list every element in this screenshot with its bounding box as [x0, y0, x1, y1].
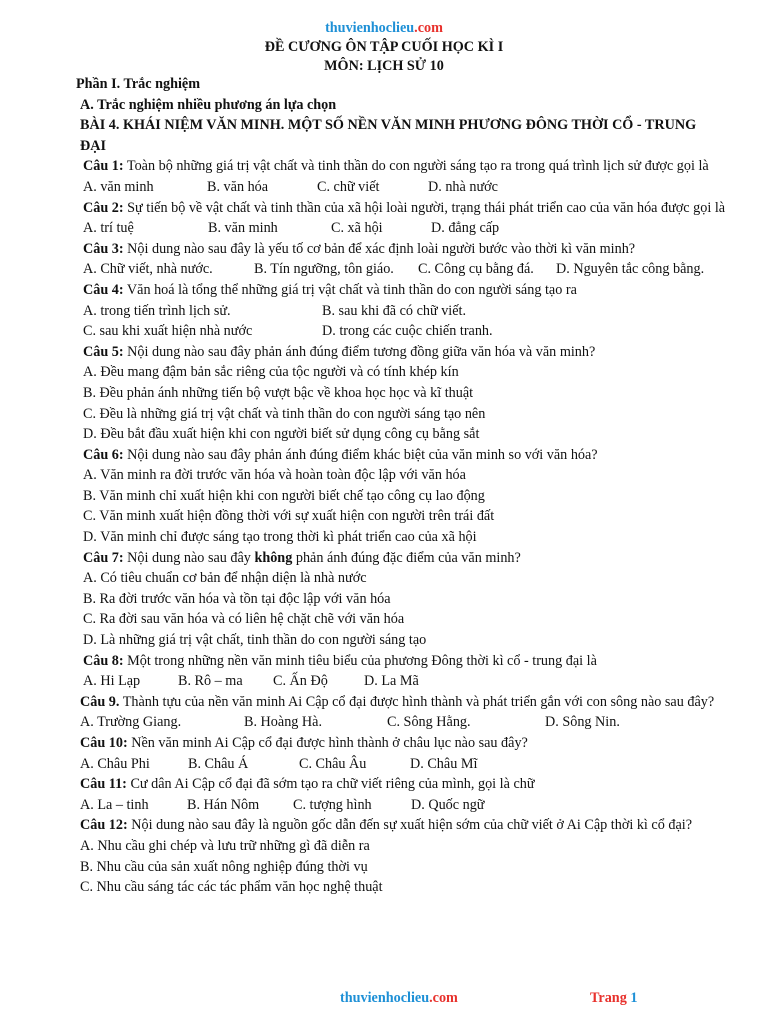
option-b: B. Hoàng Hà. [244, 714, 323, 731]
page-indicator [590, 988, 637, 1009]
option-d: D. Văn minh chỉ được sáng tạo trong thời kì phát triển cao của xã hội [83, 529, 477, 546]
question-5 [76, 342, 736, 363]
option-b: B. Hán Nôm [187, 796, 260, 813]
option-c: C. sau khi xuất hiện nhà nước [83, 323, 253, 340]
option-c: C. Đều là những giá trị vật chất và tinh thần do con người sáng tạo nên [83, 405, 486, 422]
page-label: Trang [590, 990, 631, 1006]
brand-domain: .com [414, 20, 443, 36]
options-q2 [76, 218, 736, 239]
option-a: A. Có tiêu chuẩn cơ bản để nhận diện là nhà nước [83, 570, 367, 587]
question-10 [76, 733, 736, 754]
option-d: D. Nguyên tắc công bằng. [556, 261, 705, 278]
question-emphasis: không [254, 549, 293, 566]
option-c: C. Nhu cầu sáng tác các tác phẩm văn học nghệ thuật [80, 879, 383, 896]
question-label: Câu 11: [80, 776, 127, 793]
footer-brand [340, 988, 458, 1009]
option-c: C. Sông Hằng. [387, 714, 471, 731]
document-title: ĐỀ CƯƠNG ÔN TẬP CUỐI HỌC KÌ I [264, 39, 504, 55]
question-text: Sự tiến bộ về vật chất và tinh thần của xã hội loài người, trạng thái phát triển cao của văn hóa được gọi là [123, 199, 726, 216]
option-b: B. Nhu cầu của sản xuất nông nghiệp đúng thời vụ [80, 858, 368, 875]
options-q9 [76, 712, 736, 733]
question-text: Nội dung nào sau đây là yếu tố cơ bản để xác định loài người bước vào thời kì văn minh? [123, 240, 636, 257]
question-text: Toàn bộ những giá trị vật chất và tinh thần do con người sáng tạo ra trong quá trình lịch sử được gọi là [123, 158, 709, 175]
option-b: B. Văn minh chỉ xuất hiện khi con người biết chế tạo công cụ lao động [83, 487, 485, 504]
options-q10 [76, 754, 736, 775]
question-label: Câu 3: [83, 240, 124, 257]
question-label: Câu 8: [83, 652, 124, 669]
options-q3 [76, 259, 736, 280]
option-a: A. Đều mang đậm bản sắc riêng của tộc người và có tính khép kín [83, 364, 459, 381]
option-b: B. Châu Á [188, 755, 249, 772]
option-d: D. Quốc ngữ [411, 796, 485, 813]
option-b: B. Tín ngưỡng, tôn giáo. [254, 261, 394, 278]
question-6 [76, 445, 736, 466]
content-body [76, 74, 736, 898]
options-q8 [76, 671, 736, 692]
question-label: Câu 7: [83, 549, 124, 566]
question-9 [76, 692, 736, 713]
question-label: Câu 9. [80, 693, 120, 710]
question-8 [76, 651, 736, 672]
option-a: A. trong tiến trình lịch sử. [83, 302, 231, 319]
option-c: C. tượng hình [293, 796, 372, 813]
option-b: B. văn minh [208, 220, 278, 237]
question-text: Nền văn minh Ai Cập cổ đại được hình thành ở châu lục nào sau đây? [127, 735, 528, 751]
option-a: A. trí tuệ [83, 220, 134, 237]
option-a: A. văn minh [83, 178, 154, 195]
option-a: A. Châu Phi [80, 755, 150, 772]
option-b: B. Đều phản ánh những tiến bộ vượt bậc về khoa học học và kĩ thuật [83, 384, 474, 401]
question-12 [76, 815, 710, 836]
subject-title: MÔN: LỊCH SỬ 10 [324, 58, 444, 74]
brand-name: thuvienhoclieu [325, 20, 415, 36]
page-number: 1 [630, 990, 638, 1006]
question-2 [76, 198, 736, 219]
option-d: D. nhà nước [428, 178, 498, 195]
option-c: C. Châu Âu [299, 755, 367, 772]
option-c: C. Công cụ bằng đá. [418, 261, 534, 278]
question-label: Câu 5: [83, 343, 124, 360]
question-text: Nội dung nào sau đây [123, 549, 255, 566]
option-b: B. văn hóa [207, 178, 269, 195]
lesson-heading: BÀI 4. KHÁI NIỆM VĂN MINH. MỘT SỐ NỀN VĂN MINH PHƯƠNG ĐÔNG THỜI CỔ - TRUNG ĐẠI [80, 117, 697, 154]
option-d: D. trong các cuộc chiến tranh. [322, 323, 493, 340]
question-label: Câu 1: [83, 158, 124, 175]
question-text: Nội dung nào sau đây là nguồn gốc dẫn đến sự xuất hiện sớm của chữ viết ở Ai Cập thời kì cổ đại? [127, 817, 692, 834]
question-label: Câu 12: [80, 817, 128, 834]
option-b: B. Rô – ma [178, 673, 243, 690]
option-b: B. Ra đời trước văn hóa và tồn tại độc lập với văn hóa [83, 590, 391, 607]
option-a: A. Chữ viết, nhà nước. [83, 261, 213, 278]
question-3 [76, 239, 736, 260]
question-11 [76, 774, 736, 795]
option-a: A. Hi Lạp [83, 673, 141, 690]
question-text: Văn hoá là tổng thể những giá trị vật chất và tinh thần do con người sáng tạo ra [123, 281, 577, 298]
question-1 [76, 156, 736, 177]
footer-brand-name: thuvienhoclieu [340, 990, 430, 1006]
options-q4-row2 [76, 321, 736, 342]
question-text: Một trong những nền văn minh tiêu biểu của phương Đông thời kì cổ - trung đại là [123, 652, 597, 669]
question-7 [76, 548, 736, 569]
option-a: A. Nhu cầu ghi chép và lưu trữ những gì đã diễn ra [80, 837, 370, 854]
question-text: Cư dân Ai Cập cổ đại đã sớm tạo ra chữ viết riêng của mình, gọi là chữ [126, 776, 535, 793]
option-d: D. đẳng cấp [431, 220, 500, 237]
question-4 [76, 280, 736, 301]
question-label: Câu 2: [83, 199, 124, 216]
option-d: D. Sông Nin. [545, 714, 620, 731]
option-d: D. Đều bắt đầu xuất hiện khi con người biết sử dụng công cụ bằng sắt [83, 426, 480, 443]
question-label: Câu 10: [80, 735, 128, 751]
part-heading: Phần I. Trắc nghiệm [76, 76, 201, 92]
question-text: Thành tựu của nền văn minh Ai Cập cổ đại được hình thành và phát triển gắn với con sông nào sau đây? [119, 693, 715, 710]
question-label: Câu 6: [83, 446, 124, 463]
option-c: C. Ấn Độ [273, 673, 328, 690]
subsection-heading: A. Trắc nghiệm nhiều phương án lựa chọn [80, 96, 337, 113]
option-c: C. chữ viết [317, 178, 380, 195]
question-text: Nội dung nào sau đây phản ánh đúng điểm tương đồng giữa văn hóa và văn minh? [123, 343, 596, 360]
option-c: C. xã hội [331, 220, 383, 237]
question-text-end: phản ánh đúng đặc điểm của văn minh? [292, 549, 521, 566]
option-c: C. Văn minh xuất hiện đồng thời với sự xuất hiện con người trên trái đất [83, 508, 495, 525]
option-a: A. Trường Giang. [80, 714, 182, 731]
question-label: Câu 4: [83, 281, 124, 298]
option-d: D. La Mã [364, 673, 419, 690]
option-d: D. Châu Mĩ [410, 755, 478, 772]
option-b: B. sau khi đã có chữ viết. [322, 302, 467, 319]
question-text: Nội dung nào sau đây phản ánh đúng điểm khác biệt của văn minh so với văn hóa? [123, 446, 598, 463]
options-q11 [76, 795, 736, 816]
option-d: D. Là những giá trị vật chất, tinh thần do con người sáng tạo [83, 632, 427, 649]
options-q1 [76, 177, 736, 198]
header-brand [0, 18, 768, 39]
options-q4-row1 [76, 301, 736, 322]
option-c: C. Ra đời sau văn hóa và có liên hệ chặt chẽ với văn hóa [83, 611, 405, 628]
footer-brand-domain: .com [429, 990, 458, 1006]
option-a: A. Văn minh ra đời trước văn hóa và hoàn toàn độc lập với văn hóa [83, 467, 466, 484]
option-a: A. La – tinh [80, 796, 149, 813]
